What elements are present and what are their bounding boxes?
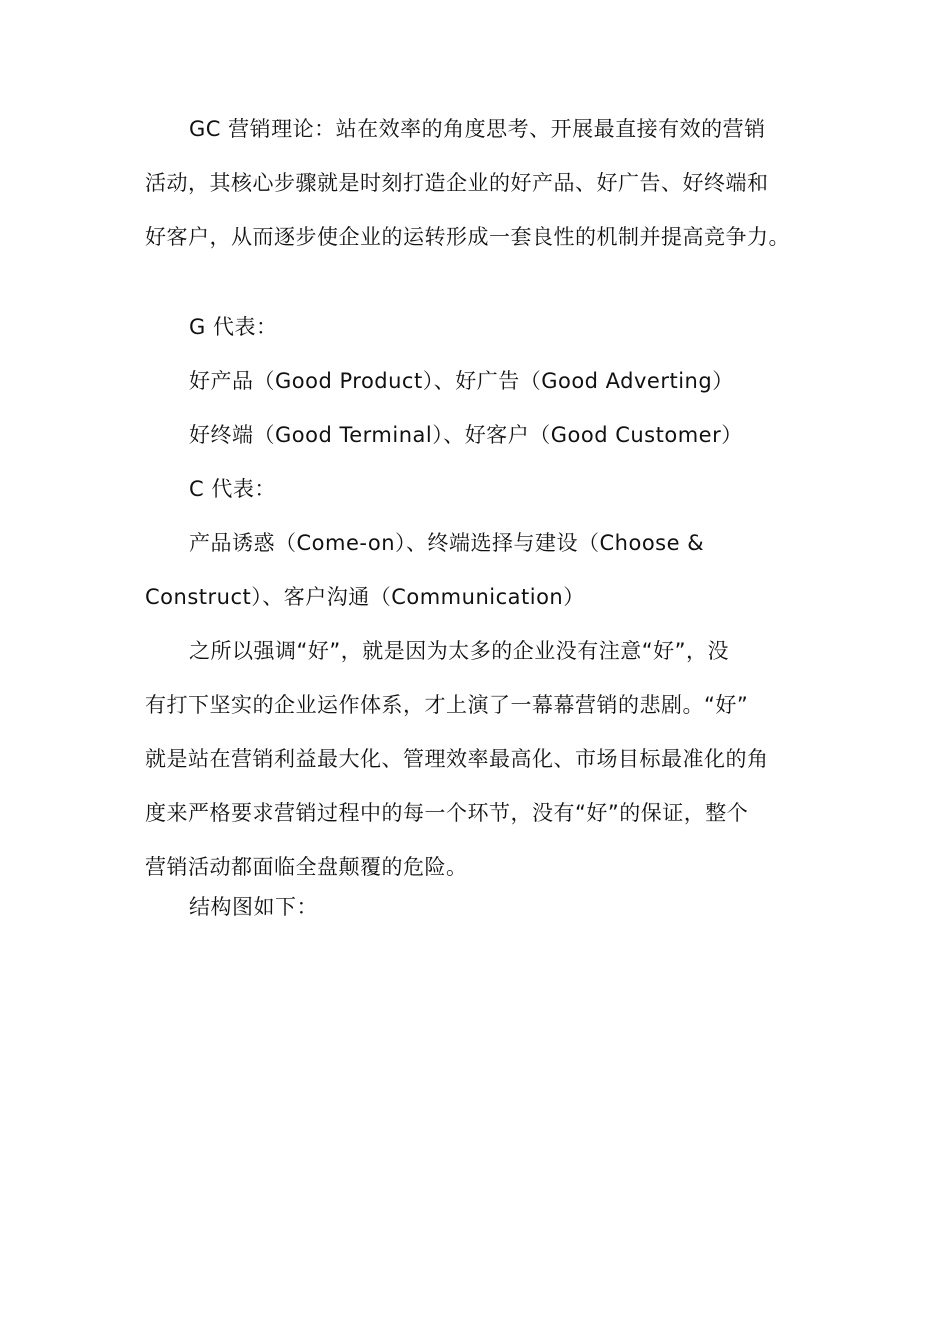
paragraph-why-good [145,624,795,894]
c-item-line: Construct）、客户沟通（Communication） [145,585,585,609]
c-section [145,462,795,624]
paragraph-line: 好客户，从而逐步使企业的运转形成一套良性的机制并提高竞争力。 [145,225,790,249]
g-heading: G 代表： [189,315,278,339]
paragraph-line: 就是站在营销利益最大化、管理效率最高化、市场目标最准化的角 [145,747,769,771]
paragraph-line: 有打下坚实的企业运作体系，才上演了一幕幕营销的悲剧。“好” [145,693,749,717]
g-item-line: 好产品（Good Product）、好广告（Good Adverting） [189,369,734,393]
paragraph-line: 之所以强调“好”，就是因为太多的企业没有注意“好”，没 [189,639,730,663]
structure-caption: 结构图如下： [189,895,318,919]
paragraph-line: GC 营销理论：站在效率的角度思考、开展最直接有效的营销 [189,117,766,141]
c-heading: C 代表： [189,477,276,501]
g-section [145,300,795,462]
paragraph-line: 度来严格要求营销过程中的每一个环节，没有“好”的保证，整个 [145,801,749,825]
c-item-line: 产品诱惑（Come-on）、终端选择与建设（Choose & [189,531,705,555]
paragraph-line: 营销活动都面临全盘颠覆的危险。 [145,855,468,879]
paragraph-line: 活动，其核心步骤就是时刻打造企业的好产品、好广告、好终端和 [145,171,769,195]
g-item-line: 好终端（Good Terminal）、好客户（Good Customer） [189,423,743,447]
structure-caption-block [145,880,795,934]
paragraph-gc-theory [145,102,795,264]
